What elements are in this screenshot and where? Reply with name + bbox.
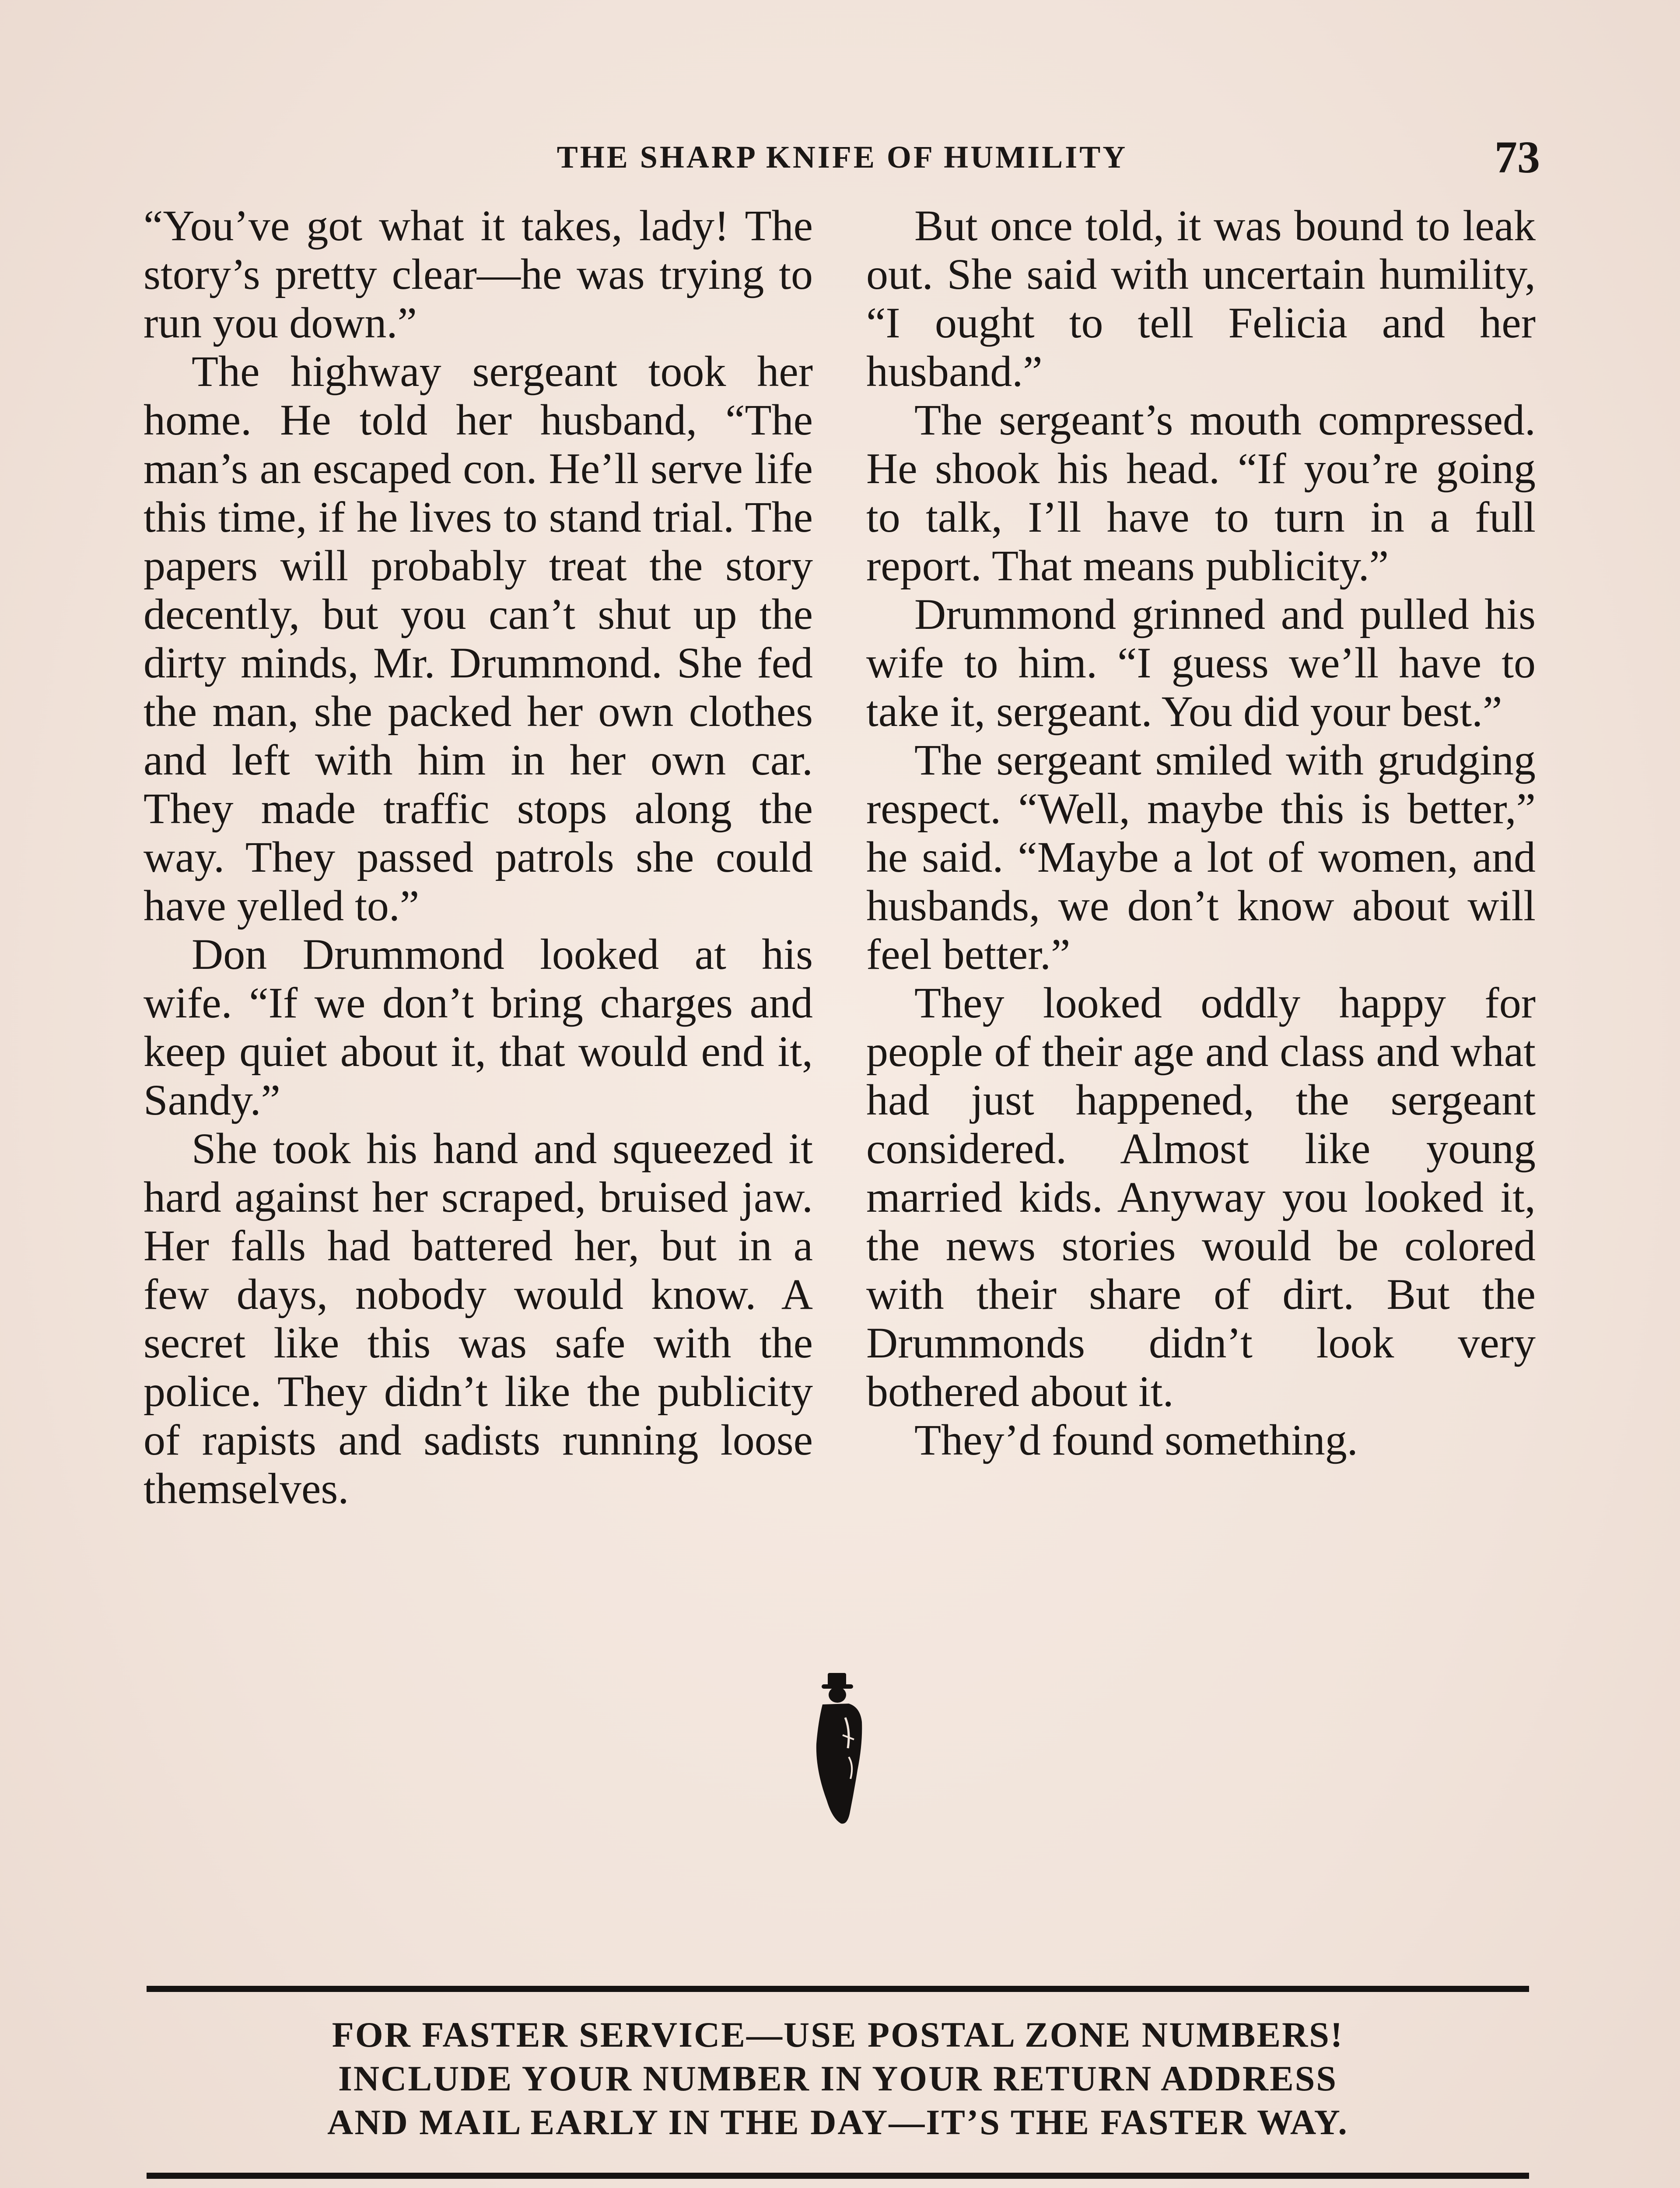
postal-notice [147, 2013, 1529, 2144]
paragraph: Drummond grinned and pulled his wife to him. “I guess we’ll have to take it, sergeant. You did your best.” [866, 590, 1536, 736]
paragraph: She took his hand and squeezed it hard against her scraped, bruised jaw. Her falls had battered her, but in a few days, nobody would know. A secret like this was safe with the police. They didn’t like the publicity of rapists and sadists running loose themselves. [144, 1124, 813, 1513]
paragraph: “You’ve got what it takes, lady! The story’s pretty clear—he was trying to run you down.” [144, 201, 813, 347]
notice-line: FOR FASTER SERVICE—USE POSTAL ZONE NUMBERS! [332, 2015, 1344, 2055]
notice-line: AND MAIL EARLY IN THE DAY—IT’S THE FASTER WAY. [327, 2102, 1348, 2142]
notice-line: INCLUDE YOUR NUMBER IN YOUR RETURN ADDRESS [338, 2058, 1338, 2098]
paragraph: The sergeant smiled with grudging respect. “Well, maybe this is better,” he said. “Maybe a lot of women, and husbands, we don’t know about will feel better.” [866, 736, 1536, 978]
page-number: 73 [1494, 132, 1540, 182]
detective-silhouette-icon [805, 1669, 875, 1827]
running-head [144, 131, 1540, 184]
paragraph: But once told, it was bound to leak out. She said with uncertain humility, “I ought to tell Felicia and her husband.” [866, 201, 1536, 396]
left-column [144, 201, 813, 1513]
running-title: THE SHARP KNIFE OF HUMILITY [556, 140, 1128, 175]
paragraph: The sergeant’s mouth compressed. He shook his head. “If you’re going to talk, I’ll have to turn in a full report. That means publicity.” [866, 396, 1536, 590]
paragraph: Don Drummond looked at his wife. “If we don’t bring charges and keep quiet about it, that would end it, Sandy.” [144, 930, 813, 1124]
paragraph: They’d found something. [914, 1416, 1358, 1464]
paragraph: They looked oddly happy for people of their age and class and what had just happened, the sergeant considered. Almost like young married kids. Anyway you looked it, the news stories would be colored with their share of dirt. But the Drummonds didn’t look very bothered about it. [866, 978, 1536, 1416]
divider-rule [147, 1986, 1529, 1992]
right-column [866, 201, 1536, 1464]
divider-rule [147, 2173, 1529, 2179]
paragraph: The highway sergeant took her home. He told her husband, “The man’s an escaped con. He’ll serve life this time, if he lives to stand trial. The papers will probably treat the story decently, but you can’t shut up the dirty minds, Mr. Drummond. She fed the man, she packed her own clothes and left with him in her own car. They made traffic stops along the way. They passed patrols she could have yelled to.” [144, 347, 813, 930]
